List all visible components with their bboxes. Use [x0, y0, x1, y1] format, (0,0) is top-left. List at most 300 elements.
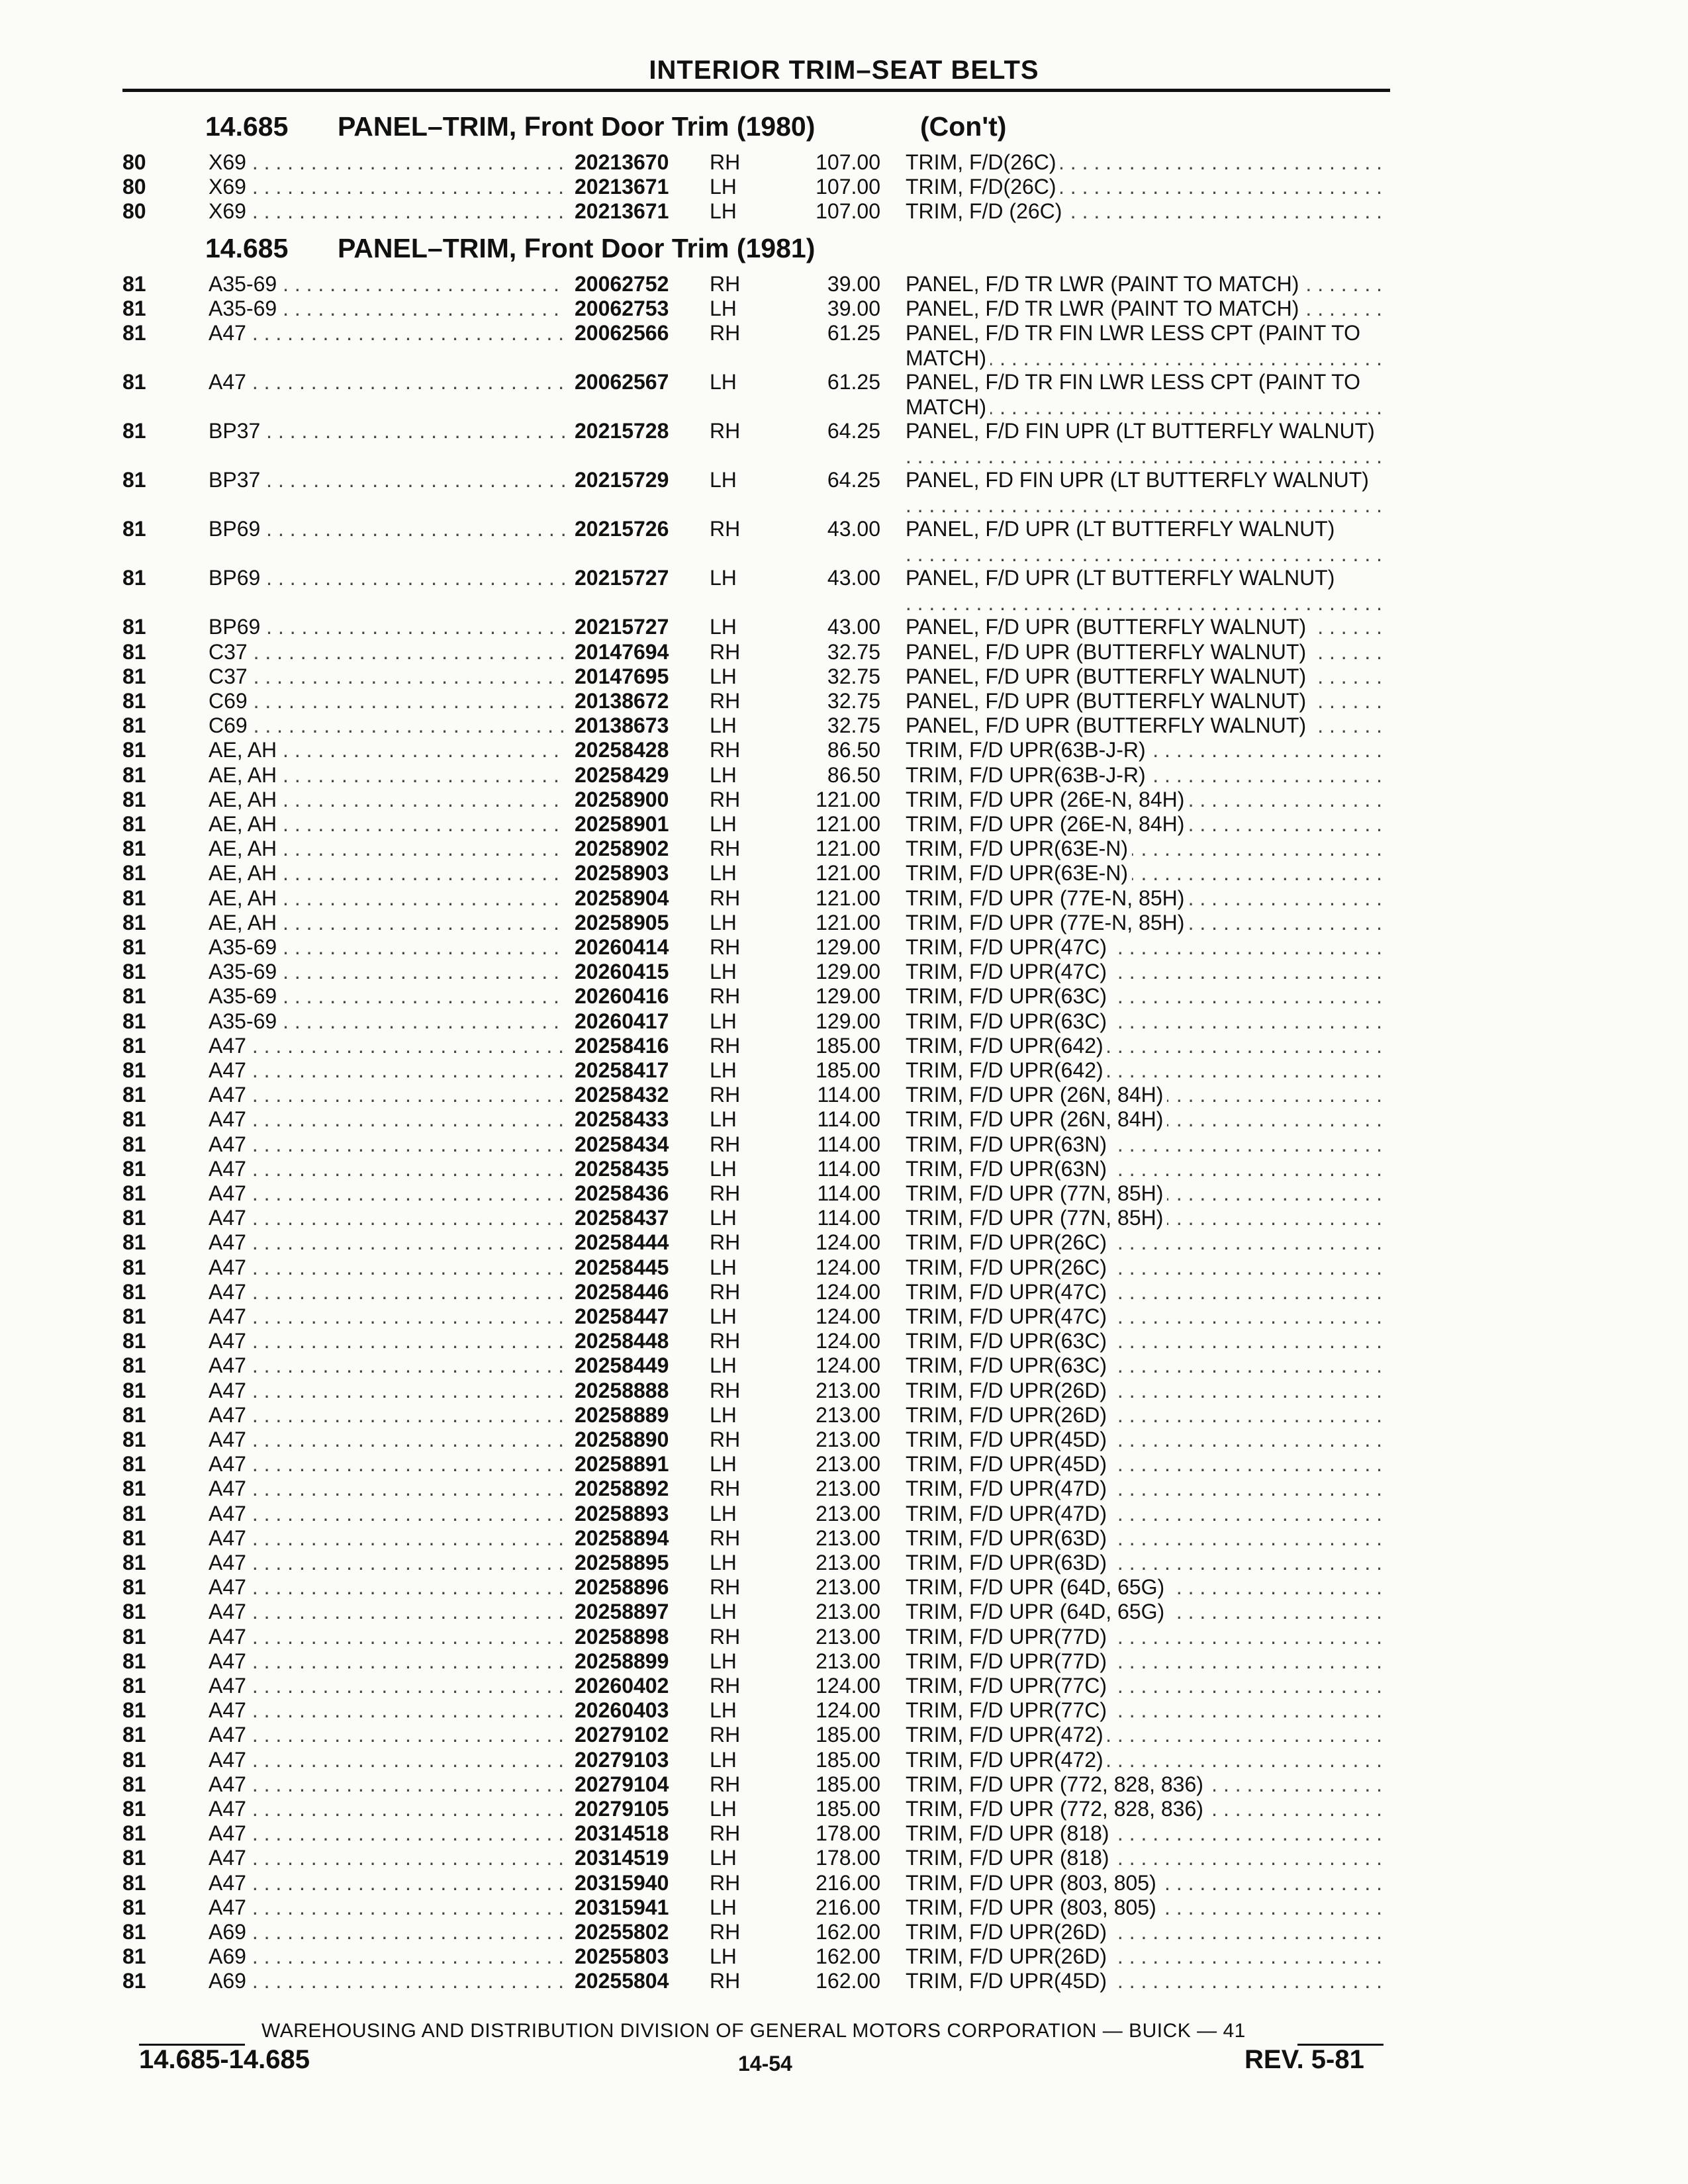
part-number-cell: 20258893	[575, 1501, 707, 1526]
table-row	[0, 271, 1688, 296]
year-cell: 81	[122, 1575, 146, 1600]
part-number-cell: 20315941	[575, 1895, 707, 1920]
description-cell	[906, 737, 1382, 762]
year-cell: 80	[122, 199, 146, 224]
part-number-cell: 20215729	[575, 467, 707, 492]
model-cell: A47 . . .	[209, 1107, 566, 1132]
table-row	[0, 1895, 1688, 1920]
price-cell: 185.00	[816, 1723, 880, 1747]
year-cell: 81	[122, 1870, 146, 1895]
model-cell: A47 . . .	[209, 1451, 566, 1477]
year-cell: 81	[122, 1206, 146, 1230]
table-row	[0, 1944, 1688, 1969]
model-cell: A47 . . .	[209, 1673, 566, 1698]
table-row	[0, 1870, 1688, 1895]
price-cell: 39.00	[827, 296, 880, 321]
year-cell: 81	[122, 861, 146, 886]
description-cell	[906, 787, 1382, 812]
model-cell: BP37 . . .	[209, 418, 566, 443]
table-row	[0, 713, 1688, 738]
description-text: TRIM, F/D UPR(472)	[906, 1723, 1107, 1747]
description-text: TRIM, F/D UPR (64D, 65G)	[906, 1575, 1168, 1599]
part-number-cell: 20315940	[575, 1870, 707, 1895]
description-text: PANEL, F/D FIN UPR (LT BUTTERFLY WALNUT)	[906, 419, 1379, 443]
model-cell: A47 . . .	[209, 1772, 566, 1797]
description-cell	[906, 614, 1382, 639]
model-cell: C37 . . .	[209, 664, 566, 689]
model-cell: A47 . . .	[209, 1132, 566, 1157]
description-text: TRIM, F/D UPR(26C)	[906, 1255, 1111, 1279]
part-number-cell: 20258445	[575, 1255, 707, 1280]
description-cell	[906, 1772, 1382, 1797]
year-cell: 81	[122, 1944, 146, 1969]
table-row	[0, 1328, 1688, 1353]
part-number-cell: 20258416	[575, 1033, 707, 1058]
model-cell: A47 . . .	[209, 1427, 566, 1452]
model-cell: A47 . . .	[209, 1378, 566, 1403]
price-cell: 213.00	[816, 1600, 880, 1624]
year-cell: 81	[122, 787, 146, 811]
part-number-cell: 20213670	[575, 150, 707, 175]
model-cell: BP69 . . .	[209, 565, 566, 590]
description-text: TRIM, F/D UPR (803, 805)	[906, 1895, 1160, 1919]
year-cell: 81	[122, 1895, 146, 1919]
year-cell: 81	[122, 566, 146, 590]
section-heading-1980	[205, 111, 1007, 142]
table-row	[0, 1230, 1688, 1255]
description-cell	[906, 1698, 1382, 1723]
table-row	[0, 1353, 1688, 1378]
description-cell	[906, 934, 1382, 960]
description-cell	[906, 1205, 1382, 1230]
year-cell: 81	[122, 1747, 146, 1772]
price-cell: 107.00	[816, 175, 880, 199]
part-number-cell: 20147694	[575, 639, 707, 664]
table-row	[0, 1673, 1688, 1698]
model-cell: A47 . . .	[209, 1230, 566, 1255]
table-row	[0, 1205, 1688, 1230]
price-cell: 216.00	[816, 1870, 880, 1895]
description-text: TRIM, F/D UPR(47D)	[906, 1502, 1111, 1525]
description-cell	[906, 199, 1382, 224]
side-cell: RH	[710, 689, 741, 713]
side-cell: LH	[710, 1846, 737, 1870]
description-cell	[906, 1895, 1382, 1920]
price-cell: 213.00	[816, 1402, 880, 1427]
model-cell: BP37 . . .	[209, 467, 566, 492]
year-cell: 81	[122, 812, 146, 836]
price-cell: 86.50	[827, 738, 880, 762]
description-cell	[906, 1451, 1382, 1477]
part-number-cell: 20258432	[575, 1082, 707, 1107]
price-cell: 216.00	[816, 1895, 880, 1919]
part-number-cell: 20258433	[575, 1107, 707, 1132]
description-text: TRIM, F/D UPR (26E-N, 84H)	[906, 812, 1188, 836]
model-cell: AE, AH . . .	[209, 886, 566, 911]
table-row	[0, 1181, 1688, 1206]
model-cell: A47 . . .	[209, 1649, 566, 1674]
part-number-cell: 20258448	[575, 1328, 707, 1353]
table-row	[0, 1772, 1688, 1797]
table-row	[0, 1501, 1688, 1526]
year-cell: 81	[122, 1698, 146, 1723]
year-cell: 81	[122, 517, 146, 541]
side-cell: LH	[710, 1649, 737, 1673]
side-cell: LH	[710, 566, 737, 590]
model-cell: A47 . . .	[209, 1033, 566, 1058]
table-row	[0, 1698, 1688, 1723]
side-cell: LH	[710, 1156, 737, 1181]
side-cell: LH	[710, 1107, 737, 1132]
year-cell: 81	[122, 886, 146, 910]
price-cell: 114.00	[817, 1181, 880, 1205]
price-cell: 64.25	[827, 419, 880, 443]
year-cell: 81	[122, 762, 146, 787]
description-text: TRIM, F/D UPR (77N, 85H)	[906, 1206, 1167, 1230]
price-cell: 124.00	[816, 1304, 880, 1328]
side-cell: RH	[710, 1674, 741, 1698]
side-cell: RH	[710, 1329, 741, 1353]
description-cell	[906, 1230, 1382, 1255]
price-cell: 114.00	[817, 1083, 880, 1107]
table-row	[0, 836, 1688, 861]
side-cell: RH	[710, 1969, 741, 1993]
description-cell	[906, 1279, 1382, 1304]
description-text: TRIM, F/D UPR(47C)	[906, 1304, 1111, 1328]
description-cell	[906, 1402, 1382, 1428]
part-number-cell: 20258902	[575, 836, 707, 861]
price-cell: 86.50	[827, 762, 880, 787]
table-row	[0, 737, 1688, 762]
table-row	[0, 614, 1688, 639]
description-text: TRIM, F/D UPR(642)	[906, 1058, 1107, 1082]
description-cell	[906, 1944, 1382, 1969]
description-cell	[906, 1845, 1382, 1870]
table-row	[0, 1525, 1688, 1551]
description-text: TRIM, F/D UPR(47C)	[906, 960, 1111, 983]
part-number-cell: 20062752	[575, 271, 707, 296]
side-cell: RH	[710, 1477, 741, 1501]
description-text: TRIM, F/D UPR(642)	[906, 1034, 1107, 1058]
model-cell: C69 . . .	[209, 713, 566, 738]
description-text: TRIM, F/D UPR(26C)	[906, 1230, 1111, 1254]
part-number-cell: 20258904	[575, 886, 707, 911]
part-number-cell: 20258900	[575, 787, 707, 812]
model-cell: C37 . . .	[209, 639, 566, 664]
description-cell	[906, 467, 1382, 518]
table-row	[0, 1821, 1688, 1846]
part-number-cell: 20258429	[575, 762, 707, 788]
side-cell: LH	[710, 910, 737, 934]
description-cell	[906, 1574, 1382, 1600]
side-cell: LH	[710, 960, 737, 984]
table-row	[0, 1402, 1688, 1428]
description-text: TRIM, F/D UPR(63D)	[906, 1551, 1111, 1574]
description-cell	[906, 1304, 1382, 1329]
part-number-cell: 20258897	[575, 1599, 707, 1624]
table-row	[0, 1624, 1688, 1649]
section-title: PANEL–TRIM, Front Door Trim (1981)	[338, 233, 816, 263]
table-row	[0, 467, 1688, 518]
price-cell: 114.00	[817, 1206, 880, 1230]
table-row	[0, 1132, 1688, 1157]
part-number-cell: 20260402	[575, 1673, 707, 1698]
price-cell: 124.00	[816, 1329, 880, 1353]
model-cell: A47 . . .	[209, 1821, 566, 1846]
year-cell: 81	[122, 689, 146, 713]
side-cell: LH	[710, 1501, 737, 1525]
price-cell: 107.00	[816, 199, 880, 224]
description-cell	[906, 1156, 1382, 1181]
part-number-cell: 20215727	[575, 565, 707, 590]
price-cell: 121.00	[816, 910, 880, 934]
price-cell: 213.00	[816, 1428, 880, 1451]
description-cell	[906, 150, 1382, 175]
description-cell	[906, 1550, 1382, 1575]
side-cell: RH	[710, 1132, 741, 1156]
description-text: TRIM, F/D UPR(63N)	[906, 1157, 1111, 1181]
model-cell: A47 . . .	[209, 320, 566, 345]
year-cell: 81	[122, 960, 146, 984]
part-number-cell: 20138673	[575, 713, 707, 738]
side-cell: LH	[710, 468, 737, 492]
price-cell: 61.25	[827, 370, 880, 394]
year-cell: 81	[122, 1378, 146, 1402]
price-cell: 114.00	[817, 1132, 880, 1156]
year-cell: 81	[122, 1772, 146, 1796]
price-cell: 162.00	[816, 1920, 880, 1944]
side-cell: RH	[710, 1821, 741, 1846]
part-number-cell: 20258895	[575, 1550, 707, 1575]
description-text: TRIM, F/D UPR(26D)	[906, 1379, 1111, 1402]
part-number-cell: 20258436	[575, 1181, 707, 1206]
description-text: TRIM, F/D UPR(45D)	[906, 1969, 1111, 1993]
year-cell: 81	[122, 419, 146, 443]
side-cell: RH	[710, 639, 741, 664]
price-cell: 213.00	[816, 1649, 880, 1673]
year-cell: 81	[122, 1846, 146, 1870]
table-row	[0, 1107, 1688, 1132]
year-cell: 81	[122, 1083, 146, 1107]
year-cell: 81	[122, 1304, 146, 1328]
description-cell	[906, 1796, 1382, 1821]
table-row	[0, 150, 1688, 175]
model-cell: A47 . . .	[209, 1476, 566, 1501]
price-cell: 129.00	[816, 935, 880, 959]
model-cell: C69 . . .	[209, 688, 566, 713]
side-cell: LH	[710, 1698, 737, 1723]
page-title: INTERIOR TRIM–SEAT BELTS	[649, 56, 1039, 85]
side-cell: LH	[710, 762, 737, 787]
model-cell: A35-69 . . .	[209, 959, 566, 984]
description-cell	[906, 516, 1382, 567]
model-cell: AE, AH . . .	[209, 787, 566, 812]
description-cell	[906, 1599, 1382, 1624]
model-cell: A35-69 . . .	[209, 271, 566, 296]
description-text: PANEL, FD FIN UPR (LT BUTTERFLY WALNUT)	[906, 468, 1373, 492]
price-cell: 124.00	[816, 1698, 880, 1723]
model-cell: A47 . . .	[209, 1501, 566, 1526]
description-text: TRIM, F/D UPR (818)	[906, 1821, 1113, 1845]
table-row	[0, 688, 1688, 713]
price-cell: 124.00	[816, 1279, 880, 1304]
table-row	[0, 886, 1688, 911]
year-cell: 81	[122, 1009, 146, 1033]
description-cell	[906, 1378, 1382, 1403]
description-cell	[906, 1009, 1382, 1034]
side-cell: RH	[710, 1525, 741, 1550]
side-cell: RH	[710, 1033, 741, 1058]
side-cell: RH	[710, 738, 741, 762]
table-row	[0, 1968, 1688, 1993]
model-cell: A47 . . .	[209, 369, 566, 394]
part-number-cell: 20279104	[575, 1772, 707, 1797]
description-cell	[906, 1353, 1382, 1378]
table-row	[0, 1156, 1688, 1181]
year-cell: 81	[122, 1132, 146, 1156]
side-cell: RH	[710, 1575, 741, 1600]
table-row	[0, 639, 1688, 664]
price-cell: 213.00	[816, 1477, 880, 1501]
side-cell: RH	[710, 1230, 741, 1255]
description-text: TRIM, F/D UPR(63E-N)	[906, 837, 1132, 860]
description-text: TRIM, F/D UPR(45D)	[906, 1452, 1111, 1476]
side-cell: RH	[710, 272, 741, 296]
price-cell: 124.00	[816, 1353, 880, 1378]
description-cell	[906, 418, 1382, 469]
price-cell: 121.00	[816, 787, 880, 811]
side-cell: RH	[710, 1279, 741, 1304]
year-cell: 81	[122, 1279, 146, 1304]
description-cell	[906, 1328, 1382, 1353]
year-cell: 81	[122, 984, 146, 1009]
year-cell: 81	[122, 1452, 146, 1477]
part-number-cell: 20258434	[575, 1132, 707, 1157]
year-cell: 81	[122, 1920, 146, 1944]
part-number-cell: 20260417	[575, 1009, 707, 1034]
price-cell: 213.00	[816, 1551, 880, 1574]
part-number-cell: 20260414	[575, 934, 707, 960]
part-number-cell: 20258905	[575, 910, 707, 935]
side-cell: RH	[710, 1920, 741, 1944]
description-text: TRIM, F/D UPR(26D)	[906, 1403, 1111, 1427]
part-number-cell: 20258899	[575, 1649, 707, 1674]
description-cell	[906, 320, 1382, 371]
table-row	[0, 296, 1688, 321]
description-text: TRIM, F/D UPR (772, 828, 836)	[906, 1772, 1207, 1796]
part-number-cell: 20258901	[575, 811, 707, 837]
model-cell: A47 . . .	[209, 1082, 566, 1107]
description-text: TRIM, F/D UPR (26N, 84H)	[906, 1107, 1167, 1131]
description-cell	[906, 1649, 1382, 1674]
table-row	[0, 811, 1688, 837]
part-number-cell: 20213671	[575, 174, 707, 199]
description-text: TRIM, F/D UPR(47C)	[906, 935, 1111, 959]
price-cell: 129.00	[816, 960, 880, 984]
description-cell	[906, 1082, 1382, 1107]
table-row	[0, 983, 1688, 1009]
description-text: TRIM, F/D UPR(47D)	[906, 1477, 1111, 1500]
description-cell	[906, 271, 1382, 296]
model-cell: A47 . . .	[209, 1845, 566, 1870]
description-cell	[906, 836, 1382, 861]
year-cell: 81	[122, 1058, 146, 1082]
part-number-cell: 20258417	[575, 1058, 707, 1083]
side-cell: LH	[710, 296, 737, 321]
table-row	[0, 369, 1688, 420]
description-text: TRIM, F/D UPR (77E-N, 85H)	[906, 886, 1188, 910]
side-cell: LH	[710, 1353, 737, 1378]
model-cell: A47 . . .	[209, 1255, 566, 1280]
side-cell: LH	[710, 370, 737, 394]
description-cell	[906, 1107, 1382, 1132]
description-text: PANEL, F/D TR LWR (PAINT TO MATCH)	[906, 272, 1303, 296]
year-cell: 81	[122, 1797, 146, 1821]
price-cell: 32.75	[827, 713, 880, 738]
model-cell: A69 . . .	[209, 1944, 566, 1969]
price-cell: 121.00	[816, 837, 880, 861]
year-cell: 81	[122, 1969, 146, 1993]
price-cell: 32.75	[827, 639, 880, 664]
description-cell	[906, 811, 1382, 837]
side-cell: LH	[710, 664, 737, 688]
description-text: TRIM, F/D UPR(77C)	[906, 1674, 1111, 1698]
model-cell: A47 . . .	[209, 1796, 566, 1821]
model-cell: A47 . . .	[209, 1525, 566, 1551]
description-text: TRIM, F/D UPR (64D, 65G)	[906, 1600, 1168, 1623]
year-cell: 81	[122, 1821, 146, 1846]
description-text: TRIM, F/D UPR(472)	[906, 1748, 1107, 1772]
year-cell: 81	[122, 713, 146, 738]
side-cell: RH	[710, 419, 741, 443]
year-cell: 81	[122, 296, 146, 321]
price-cell: 64.25	[827, 468, 880, 492]
model-cell: A47 . . .	[209, 1304, 566, 1329]
footer-revision: REV. 5-81	[1244, 2045, 1364, 2074]
section-heading-1981	[205, 233, 815, 264]
price-cell: 129.00	[816, 1009, 880, 1033]
side-cell: LH	[710, 1452, 737, 1477]
description-text: TRIM, F/D UPR (803, 805)	[906, 1871, 1160, 1895]
description-text: TRIM, F/D UPR(26D)	[906, 1920, 1111, 1944]
side-cell: RH	[710, 1870, 741, 1895]
section-continued-label: (Con't)	[920, 111, 1007, 142]
description-cell	[906, 1673, 1382, 1698]
price-cell: 43.00	[827, 566, 880, 590]
price-cell: 213.00	[816, 1525, 880, 1550]
description-cell	[906, 369, 1382, 420]
model-cell: A47 . . .	[209, 1895, 566, 1920]
table-row	[0, 1550, 1688, 1575]
model-cell: A69 . . .	[209, 1968, 566, 1993]
description-cell	[906, 688, 1382, 713]
year-cell: 80	[122, 175, 146, 199]
description-cell	[906, 860, 1382, 886]
model-cell: A47 . . .	[209, 1279, 566, 1304]
description-text: PANEL, F/D UPR (BUTTERFLY WALNUT)	[906, 615, 1310, 639]
side-cell: RH	[710, 517, 741, 541]
description-text: PANEL, F/D TR FIN LWR LESS CPT (PAINT TO MATCH)	[906, 370, 1360, 420]
description-cell	[906, 296, 1382, 321]
model-cell: A35-69 . . .	[209, 983, 566, 1009]
description-text: TRIM, F/D UPR(47C)	[906, 1280, 1111, 1304]
part-number-cell: 20314519	[575, 1845, 707, 1870]
model-cell: A47 . . .	[209, 1353, 566, 1378]
part-number-cell: 20258447	[575, 1304, 707, 1329]
table-row	[0, 1919, 1688, 1944]
year-cell: 81	[122, 1156, 146, 1181]
description-text: TRIM, F/D UPR(63C)	[906, 1329, 1111, 1353]
